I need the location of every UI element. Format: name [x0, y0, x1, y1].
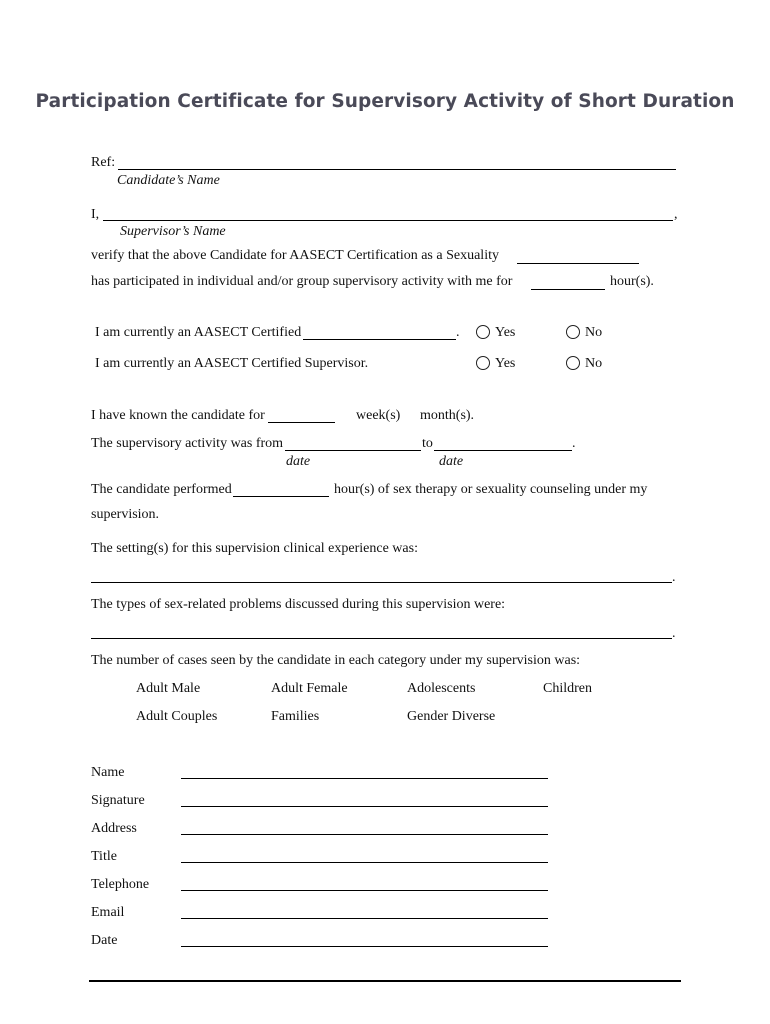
sexuality-role-field[interactable]	[517, 263, 639, 264]
case-category-adult-female: Adult Female	[271, 681, 348, 696]
certified-yes-label: Yes	[495, 325, 516, 340]
date-label: Date	[91, 933, 118, 948]
case-category-adult-couples: Adult Couples	[136, 709, 218, 724]
name-label: Name	[91, 765, 125, 780]
ref-label: Ref:	[91, 155, 116, 170]
footer-divider	[89, 980, 681, 982]
certified-label: I am currently an AASECT Certified	[95, 325, 302, 340]
certified-no-radio[interactable]	[566, 325, 580, 339]
address-label: Address	[91, 821, 137, 836]
activity-to-label: to	[422, 436, 433, 451]
problems-period: .	[672, 626, 676, 641]
certified-no-label: No	[585, 325, 603, 340]
performed-hours-field[interactable]	[233, 496, 329, 497]
certified-period: .	[456, 325, 460, 340]
supervisor-no-label: No	[585, 356, 603, 371]
case-category-adolescents: Adolescents	[407, 681, 476, 696]
weeks-label: week(s)	[356, 408, 401, 423]
supervisor-name-field[interactable]	[103, 220, 673, 221]
activity-from-label: The supervisory activity was from	[91, 436, 284, 451]
email-field[interactable]	[181, 918, 548, 919]
supervisor-no-radio[interactable]	[566, 356, 580, 370]
participation-hours-unit: hour(s).	[610, 274, 654, 289]
case-category-children: Children	[543, 681, 592, 696]
supervisor-yes-radio[interactable]	[476, 356, 490, 370]
participation-hours-field[interactable]	[531, 289, 605, 290]
settings-answer-field[interactable]	[91, 582, 672, 583]
activity-end-date-field[interactable]	[434, 450, 572, 451]
known-duration-field[interactable]	[268, 422, 335, 423]
title-field[interactable]	[181, 862, 548, 863]
certified-yes-radio[interactable]	[476, 325, 490, 339]
candidate-name-caption: Candidate’s Name	[117, 173, 220, 188]
settings-period: .	[672, 570, 676, 585]
title-label: Title	[91, 849, 117, 864]
participated-text: has participated in individual and/or group supervisory activity with me for	[91, 274, 513, 289]
signature-label: Signature	[91, 793, 145, 808]
case-category-adult-male: Adult Male	[136, 681, 201, 696]
verify-text: verify that the above Candidate for AASECT Certification as a Sexuality	[91, 248, 499, 263]
activity-period: .	[572, 436, 576, 451]
problems-label: The types of sex-related problems discussed during this supervision were:	[91, 597, 506, 612]
supervisor-prefix: I,	[91, 207, 100, 222]
telephone-field[interactable]	[181, 890, 548, 891]
known-label: I have known the candidate for	[91, 408, 265, 423]
certification-type-field[interactable]	[303, 339, 456, 340]
supervisor-comma: ,	[674, 207, 678, 222]
signature-field[interactable]	[181, 806, 548, 807]
email-label: Email	[91, 905, 125, 920]
case-category-families: Families	[271, 709, 320, 724]
certified-supervisor-label: I am currently an AASECT Certified Supervisor.	[95, 356, 369, 371]
activity-start-date-field[interactable]	[285, 450, 421, 451]
candidate-name-field[interactable]	[118, 169, 676, 170]
problems-answer-field[interactable]	[91, 638, 672, 639]
months-label: month(s).	[420, 408, 475, 423]
performed-continuation: supervision.	[91, 507, 160, 522]
cases-label: The number of cases seen by the candidate in each category under my supervision was:	[91, 653, 581, 668]
end-date-caption: date	[439, 454, 464, 469]
address-field[interactable]	[181, 834, 548, 835]
case-category-gender-diverse: Gender Diverse	[407, 709, 496, 724]
supervisor-name-caption: Supervisor’s Name	[120, 224, 226, 239]
telephone-label: Telephone	[91, 877, 150, 892]
page-title: Participation Certificate for Supervisory Activity of Short Duration	[35, 91, 735, 112]
supervisor-yes-label: Yes	[495, 356, 516, 371]
start-date-caption: date	[286, 454, 311, 469]
date-field[interactable]	[181, 946, 548, 947]
performed-label: The candidate performed	[91, 482, 232, 497]
settings-label: The setting(s) for this supervision clinical experience was:	[91, 541, 418, 556]
performed-text: hour(s) of sex therapy or sexuality counseling under my	[334, 482, 648, 497]
name-field[interactable]	[181, 778, 548, 779]
